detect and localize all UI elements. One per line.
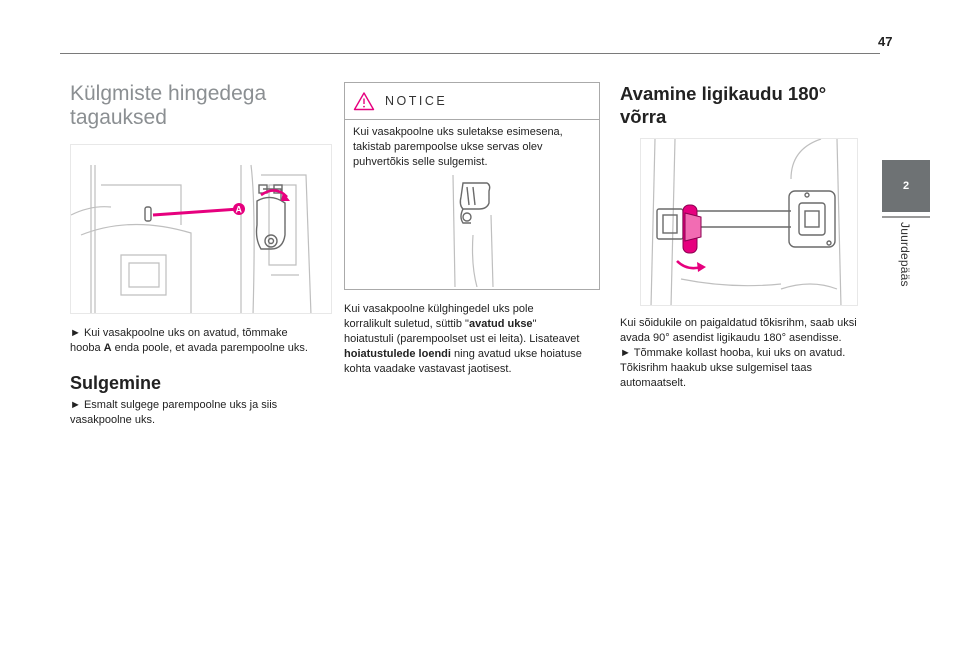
text-span: Kui vasakpoolne uks on avatud, tõmmake — [83, 327, 288, 339]
section-heading-180 — [620, 82, 872, 128]
right-column — [620, 82, 872, 391]
text-line — [70, 398, 332, 413]
heading-line: võrra — [620, 106, 667, 127]
section-heading-closing: Sulgemine — [70, 373, 162, 393]
text-line: Kui sõidukile on paigaldatud tõkisrihm, saab uksi — [620, 317, 857, 329]
page-number: 47 — [878, 34, 893, 49]
chapter-tab-number: 2 — [902, 180, 910, 192]
text-line: Kui vasakpoolne külghingedel uks pole — [344, 303, 534, 315]
text-bold: avatud ukse — [468, 318, 533, 330]
warning-triangle-icon — [353, 91, 375, 111]
text-span: " — [532, 318, 537, 330]
callout-a-label: A — [235, 204, 242, 215]
heading-line: tagauksed — [70, 106, 167, 129]
text-line: Kui vasakpoolne uks suletakse esimesena, — [353, 126, 563, 138]
text-span: Esmalt sulgege parempoolne uks ja siis — [83, 399, 278, 411]
heading-line: Avamine ligikaudu 180° — [620, 83, 827, 104]
text-span: korralikult suletud, süttib " — [344, 318, 469, 330]
notice-text — [353, 125, 593, 170]
text-line — [344, 347, 604, 362]
notice-title: NOTICE — [385, 94, 448, 108]
text-line: hoiatustuli (parempoolset ust ei leita). Lisateavet — [344, 333, 580, 345]
text-line: vasakpoolne uks. — [70, 414, 155, 426]
text-line — [70, 326, 332, 341]
text-span: ning avatud ukse hoiatuse — [450, 348, 582, 360]
section-heading-side-doors — [70, 82, 332, 130]
notice-header — [345, 83, 599, 119]
left-column — [70, 82, 332, 428]
text-span: hooba — [70, 342, 104, 354]
chapter-label: Juurdepääs — [898, 222, 912, 287]
door-buffer-illustration — [443, 175, 505, 287]
bullet-arrow-icon: ► — [70, 399, 81, 411]
heading-line: Külgmiste hingedega — [70, 82, 267, 105]
text-line: takistab parempoolse ukse servas olev — [353, 141, 543, 153]
door-strap-diagram — [641, 139, 858, 306]
step-close-doors — [70, 398, 332, 428]
text-line: Tõkisrihm haakub ukse sulgemisel taas — [620, 362, 812, 374]
bullet-arrow-icon: ► — [620, 347, 631, 359]
header-divider — [60, 53, 880, 54]
door-handle-diagram — [71, 145, 332, 314]
bullet-arrow-icon: ► — [70, 327, 81, 339]
text-bold: hoiatustulede loendi — [344, 348, 451, 360]
step-open-door — [70, 326, 332, 356]
chapter-divider — [882, 216, 930, 218]
text-line: kohta vaadake vastavast jaotisest. — [344, 363, 512, 375]
chapter-tab[interactable] — [882, 160, 930, 212]
strap-instructions — [620, 316, 872, 391]
notice-box — [344, 82, 600, 290]
text-line — [70, 341, 332, 356]
text-span: Tõmmake kollast hooba, kui uks on avatud. — [633, 347, 846, 359]
hinge-door-illustration — [70, 144, 332, 314]
text-line — [620, 346, 872, 361]
door-strap-illustration — [640, 138, 858, 306]
door-warning-text — [344, 302, 604, 377]
text-line: avada 90° asendist ligikaudu 180° asendisse. — [620, 332, 842, 344]
text-line: automaatselt. — [620, 377, 687, 389]
notice-divider — [345, 119, 599, 120]
text-span: enda poole, et avada parempoolne uks. — [111, 342, 308, 354]
text-line: puhvertõkis selle sulgemist. — [353, 156, 488, 168]
text-bold: A — [103, 342, 112, 354]
text-line — [344, 317, 604, 332]
